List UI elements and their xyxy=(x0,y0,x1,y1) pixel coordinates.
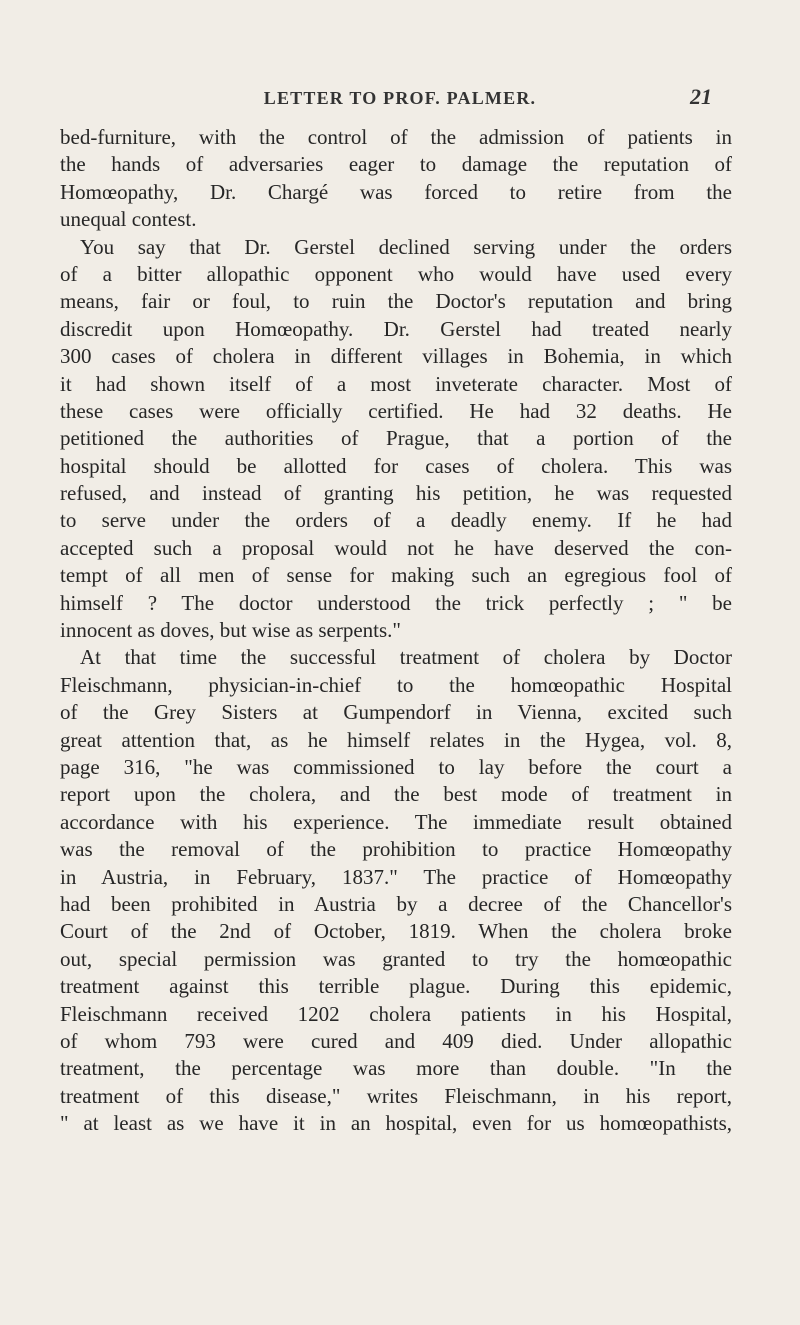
text-line: of a bitter allopathic opponent who would have used every xyxy=(60,261,732,286)
text-line: of whom 793 were cured and 409 died. Under allopathic xyxy=(60,1028,732,1053)
text-line: himself ? The doctor understood the trick perfectly ; " be xyxy=(60,590,732,615)
text-line: At that time the successful treatment of cholera by Doctor xyxy=(80,645,732,670)
body-text xyxy=(60,124,732,1137)
text-line: Fleischmann, physician-in-chief to the homœopathic Hospital xyxy=(60,672,732,697)
text-line: refused, and instead of granting his petition, he was requested xyxy=(60,481,732,506)
text-line: discredit upon Homœopathy. Dr. Gerstel had treated nearly xyxy=(60,316,732,341)
text-line: " at least as we have it in an hospital, even for us homœopathists, xyxy=(60,1111,732,1136)
text-line: petitioned the authorities of Prague, that a portion of the xyxy=(60,426,732,451)
page-number: 21 xyxy=(690,84,712,109)
text-line: treatment of this disease," writes Fleischmann, in his report, xyxy=(60,1083,732,1108)
running-head xyxy=(0,84,800,118)
text-line: You say that Dr. Gerstel declined serving under the orders xyxy=(80,234,732,259)
text-line: Court of the 2nd of October, 1819. When the cholera broke xyxy=(60,919,732,944)
text-line: to serve under the orders of a deadly enemy. If he had xyxy=(60,508,732,533)
text-line: great attention that, as he himself relates in the Hygea, vol. 8, xyxy=(60,727,732,752)
text-line: accepted such a proposal would not he have deserved the con- xyxy=(60,535,732,560)
text-line: Homœopathy, Dr. Chargé was forced to retire from the xyxy=(60,179,732,204)
text-line: hospital should be allotted for cases of cholera. This was xyxy=(60,453,732,478)
text-line: tempt of all men of sense for making such an egregious fool of xyxy=(60,563,732,588)
text-line: page 316, "he was commissioned to lay before the court a xyxy=(60,754,732,779)
text-line: Fleischmann received 1202 cholera patients in his Hospital, xyxy=(60,1001,732,1026)
text-line: these cases were officially certified. He had 32 deaths. He xyxy=(60,398,732,423)
text-line: it had shown itself of a most inveterate character. Most of xyxy=(60,371,732,396)
text-line: was the removal of the prohibition to practice Homœopathy xyxy=(60,837,732,862)
text-line: unequal contest. xyxy=(60,207,197,232)
text-line: 300 cases of cholera in different villages in Bohemia, in which xyxy=(60,344,732,369)
text-line: in Austria, in February, 1837." The practice of Homœopathy xyxy=(60,864,732,889)
text-line: accordance with his experience. The immediate result obtained xyxy=(60,809,732,834)
text-line: treatment, the percentage was more than double. "In the xyxy=(60,1056,732,1081)
text-line: of the Grey Sisters at Gumpendorf in Vienna, excited such xyxy=(60,700,732,725)
text-line: the hands of adversaries eager to damage the reputation of xyxy=(60,152,732,177)
text-line: means, fair or foul, to ruin the Doctor's reputation and bring xyxy=(60,289,732,314)
text-line: report upon the cholera, and the best mode of treatment in xyxy=(60,782,732,807)
text-line: bed-furniture, with the control of the admission of patients in xyxy=(60,125,732,149)
text-line: innocent as doves, but wise as serpents." xyxy=(60,618,402,643)
text-line: treatment against this terrible plague. During this epidemic, xyxy=(60,974,732,999)
text-line: out, special permission was granted to try the homœopathic xyxy=(60,946,732,971)
text-line: had been prohibited in Austria by a decree of the Chancellor's xyxy=(60,891,732,916)
running-title: LETTER TO PROF. PALMER. xyxy=(263,88,537,108)
